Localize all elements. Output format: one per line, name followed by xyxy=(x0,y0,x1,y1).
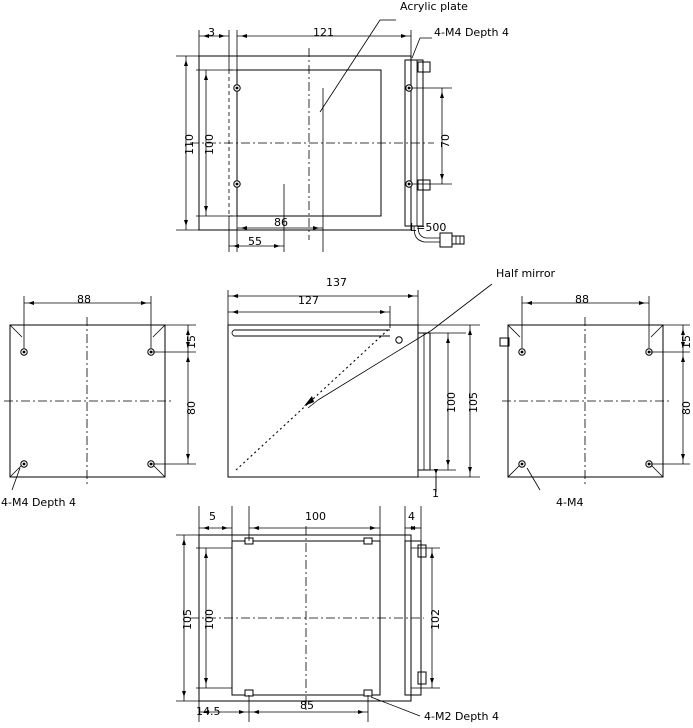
dim-top-86: 86 xyxy=(274,216,288,229)
dim-front-1: 1 xyxy=(432,487,439,500)
dim-bottom-100v: 100 xyxy=(203,609,216,630)
dim-top-110: 110 xyxy=(183,134,196,155)
dim-right-15: 15 xyxy=(680,335,693,349)
dim-top-70: 70 xyxy=(439,134,452,148)
dim-front-100: 100 xyxy=(445,392,458,413)
dim-right-88: 88 xyxy=(575,293,589,306)
annotation-half-mirror: Half mirror xyxy=(496,267,556,280)
dim-left-80: 80 xyxy=(185,401,198,415)
dim-left-88: 88 xyxy=(77,293,91,306)
dim-front-105: 105 xyxy=(467,392,480,413)
annotation-cable-length: L=500 xyxy=(410,221,447,234)
dim-front-137: 137 xyxy=(326,276,347,289)
annotation-acrylic-plate: Acrylic plate xyxy=(400,0,468,13)
dim-top-3: 3 xyxy=(208,26,215,39)
annotation-left-4m4: 4-M4 Depth 4 xyxy=(1,496,76,509)
annotation-top-4m4: 4-M4 Depth 4 xyxy=(434,26,509,39)
dim-top-55: 55 xyxy=(248,235,262,248)
dim-bottom-100: 100 xyxy=(305,510,326,523)
dim-bottom-102: 102 xyxy=(429,609,442,630)
dim-bottom-4: 4 xyxy=(408,510,415,523)
dim-bottom-14-5: 14.5 xyxy=(196,705,221,718)
dim-bottom-5: 5 xyxy=(209,510,216,523)
annotation-bottom-4m2: 4-M2 Depth 4 xyxy=(424,710,499,723)
dim-top-100: 100 xyxy=(203,134,216,155)
dim-bottom-105: 105 xyxy=(181,609,194,630)
dim-left-15: 15 xyxy=(185,335,198,349)
dim-front-127: 127 xyxy=(298,294,319,307)
dim-right-80: 80 xyxy=(680,401,693,415)
annotation-right-4m4: 4-M4 xyxy=(556,496,584,509)
dim-top-121: 121 xyxy=(313,26,334,39)
dim-bottom-85: 85 xyxy=(300,699,314,712)
